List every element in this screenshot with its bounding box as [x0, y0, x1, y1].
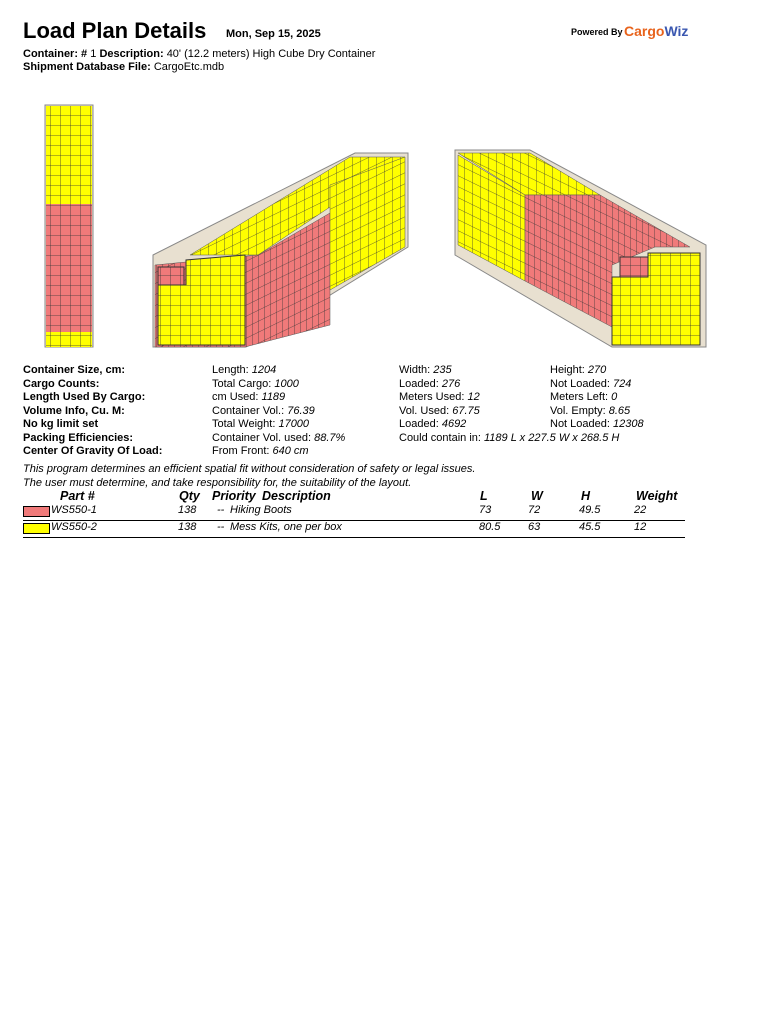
stats-col1 — [212, 378, 299, 390]
stats-col1 — [212, 405, 315, 417]
cell-qty: 138 — [178, 521, 197, 533]
stats-col1 — [212, 391, 285, 403]
stats-key: Width: — [399, 364, 434, 376]
container-description: 40' (12.2 meters) High Cube Dry Container — [166, 48, 376, 60]
stats-key: Length: — [212, 364, 252, 376]
stats-label: Length Used By Cargo: — [23, 391, 146, 403]
container-label: Container: # — [23, 48, 88, 60]
stats-key: Not Loaded: — [550, 418, 613, 430]
report-date: Mon, Sep 15, 2025 — [226, 28, 321, 40]
cell-weight: 12 — [634, 521, 647, 533]
stats-col2 — [399, 405, 480, 417]
stats-value: 88.7% — [314, 431, 346, 444]
cell-part: WS550-2 — [51, 521, 97, 533]
cell-w: 72 — [528, 504, 541, 516]
stats-col2 — [399, 364, 452, 376]
page-title: Load Plan Details — [23, 18, 207, 43]
stats-key: Loaded: — [399, 377, 442, 390]
stats-row-size — [23, 364, 743, 378]
stats-row-length — [23, 391, 743, 405]
brand-part2: Wiz — [664, 23, 689, 39]
cell-priority: -- — [217, 504, 225, 516]
stats-value: 12308 — [613, 418, 644, 430]
header-l: L — [480, 489, 488, 503]
header-w: W — [531, 489, 543, 503]
stats-label: Packing Efficiencies: — [23, 431, 134, 444]
database-line — [23, 61, 224, 73]
brand-part1: Cargo — [624, 23, 665, 39]
stats-col2 — [399, 378, 460, 390]
stats-value: 724 — [613, 377, 632, 390]
stats-value: 235 — [433, 364, 452, 376]
stats-key: Container Vol.: — [212, 404, 288, 417]
cell-weight: 22 — [634, 504, 647, 516]
stats-row-efficiency — [23, 432, 743, 446]
stats-value: 1000 — [274, 377, 299, 390]
color-swatch — [23, 523, 50, 534]
stats-key: Meters Left: — [550, 391, 612, 403]
stats-key: Container Vol. used: — [212, 431, 315, 444]
stats-key: Vol. Used: — [399, 404, 453, 417]
stats-key: Vol. Empty: — [550, 404, 609, 417]
stats-value: 270 — [587, 364, 607, 376]
stats-row-volume — [23, 405, 743, 419]
stats-col2 — [399, 432, 619, 444]
cell-l: 80.5 — [479, 521, 501, 533]
stats-row-counts — [23, 378, 743, 392]
stats-col1 — [212, 445, 309, 457]
stats-col3 — [550, 405, 630, 417]
disclaimer-line2: The user must determine, and take responsibility for, the suitability of the layout. — [23, 476, 412, 489]
table-row — [23, 504, 685, 521]
stats-value: 1204 — [251, 364, 277, 376]
stats-key: cm Used: — [212, 391, 262, 403]
cell-qty: 138 — [178, 504, 197, 516]
top-view — [45, 105, 93, 347]
cell-h: 49.5 — [579, 504, 601, 516]
stats-value: 1189 L x 227.5 W x 268.5 H — [484, 431, 620, 444]
stats-col3 — [550, 378, 631, 390]
load-diagram — [0, 95, 768, 355]
stats-col1 — [212, 432, 345, 444]
stats-value: 8.65 — [608, 404, 631, 417]
container-number: 1 — [90, 48, 97, 60]
stats-value: 0 — [611, 391, 618, 403]
stats-key: Total Weight: — [212, 418, 279, 430]
stats-key: From Front: — [212, 445, 273, 457]
cell-w: 63 — [528, 521, 541, 533]
color-swatch — [23, 506, 50, 517]
description-label: Description: — [99, 48, 164, 60]
header-part: Part # — [60, 489, 95, 503]
cell-l: 73 — [479, 504, 492, 516]
stats-col2 — [399, 418, 466, 430]
stats-value: 17000 — [278, 418, 310, 430]
stats-value: 276 — [441, 377, 461, 390]
stats-col3 — [550, 364, 606, 376]
table-header — [23, 489, 685, 504]
stats-col1 — [212, 418, 309, 430]
stats-col3 — [550, 418, 644, 430]
stats-key: Loaded: — [399, 418, 442, 430]
stats-key: Could contain in: — [399, 431, 484, 444]
header-h: H — [581, 489, 591, 503]
stats-label: Cargo Counts: — [23, 377, 100, 390]
cell-description: Mess Kits, one per box — [230, 521, 342, 533]
stats-label: Volume Info, Cu. M: — [23, 404, 125, 417]
stats-key: Not Loaded: — [550, 377, 613, 390]
container-line — [23, 48, 375, 60]
header-qty: Qty — [179, 489, 200, 503]
stats-label: Container Size, cm: — [23, 364, 126, 376]
iso-view-right — [455, 150, 706, 347]
stats-col1 — [212, 364, 276, 376]
stats-key: Height: — [550, 364, 588, 376]
brand-logo — [624, 23, 688, 39]
stats-label: No kg limit set — [23, 418, 99, 430]
cell-h: 45.5 — [579, 521, 601, 533]
header-description: Description — [262, 489, 331, 503]
stats-value: 67.75 — [452, 404, 480, 417]
powered-by-label: Powered By — [571, 27, 623, 37]
cargo-table — [23, 489, 685, 538]
cell-description: Hiking Boots — [230, 504, 292, 516]
stats-col3 — [550, 391, 617, 403]
stats-value: 12 — [467, 391, 480, 403]
stats-key: Meters Used: — [399, 391, 468, 403]
db-label: Shipment Database File: — [23, 61, 151, 73]
header-priority: Priority — [212, 489, 256, 503]
stats-value: 1189 — [261, 391, 286, 403]
stats-table — [23, 364, 743, 459]
disclaimer-line1: This program determines an efficient spatial fit without consideration of safety or legal issues. — [23, 463, 476, 475]
cell-priority: -- — [217, 521, 225, 533]
stats-col2 — [399, 391, 480, 403]
disclaimer — [23, 463, 475, 490]
header-weight: Weight — [636, 489, 678, 503]
stats-key: Total Cargo: — [212, 377, 275, 390]
stats-value: 76.39 — [287, 404, 315, 417]
db-file: CargoEtc.mdb — [153, 61, 225, 73]
stats-value: 640 cm — [272, 445, 309, 457]
iso-view-left — [153, 153, 408, 347]
stats-label: Center Of Gravity Of Load: — [23, 445, 163, 457]
stats-row-weight — [23, 418, 743, 432]
stats-row-gravity — [23, 445, 743, 459]
cell-part: WS550-1 — [51, 504, 97, 516]
stats-value: 4692 — [441, 418, 467, 430]
table-row — [23, 521, 685, 538]
